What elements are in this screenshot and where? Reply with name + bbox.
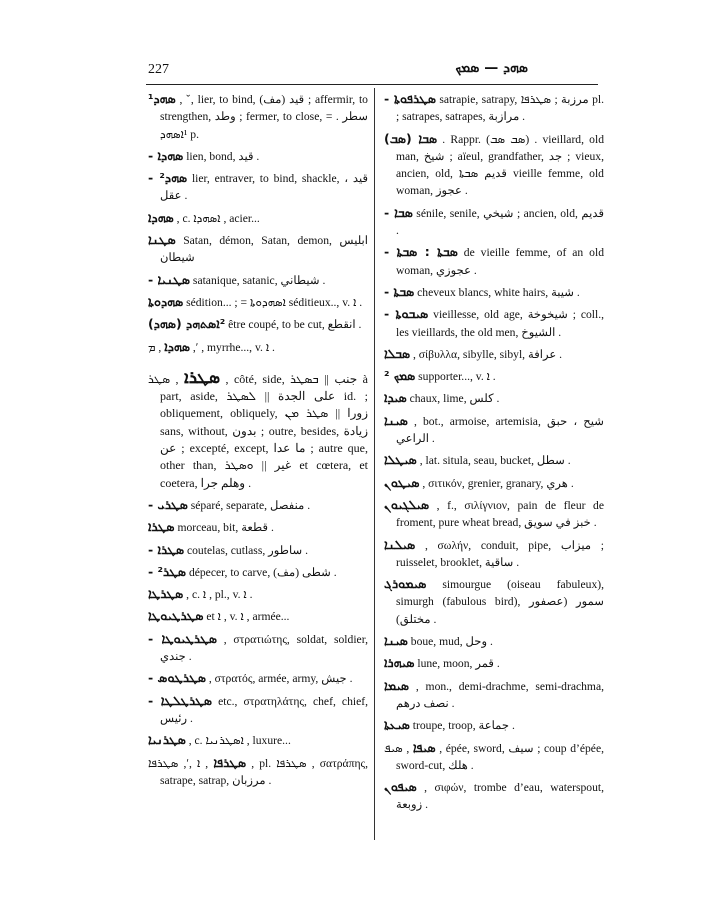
dictionary-entry (384, 204, 604, 240)
dictionary-entry (148, 367, 369, 492)
entry-definition: simourgue (oiseau fabuleux), simurgh (fabulous bird), سمور (عصفور مختلق) . (396, 578, 604, 626)
dictionary-entry (148, 518, 368, 536)
entry-headword: ܣܛܪܛܝܘܛܐ (148, 608, 204, 624)
entry-definition: , ܡ ,ʹ , myrrhe..., v. ܐ . (148, 340, 275, 354)
entry-definition: etc., στρατηλάτης, chef, chief, رئيس . (160, 694, 369, 725)
dictionary-entry (148, 169, 368, 205)
entry-headword: - ܣܒܐ (384, 204, 413, 220)
entry-headword: - ²ܣܛܪ (148, 563, 187, 579)
dictionary-entry (148, 147, 368, 165)
entry-headword: ܣܝܦܘܢ (384, 779, 417, 795)
entry-headword: ܣܝܡܘܪܓ (384, 576, 427, 592)
dictionary-entry (384, 474, 604, 492)
dictionary-entry (148, 338, 368, 356)
dictionary-entry (384, 575, 604, 628)
dictionary-entry (384, 243, 604, 279)
entry-headword: ܣܝܕܐ (384, 390, 407, 406)
entry-headword: - ܣܛܪܝ (148, 496, 188, 512)
entry-definition: , ˇ, lier, to bind, قيد (مف) ; affermir, to strengthen, وطد ; fermer, to close, سطر . = ¹ܐܣܗܕ p. (160, 93, 369, 141)
entry-definition: , σιφών, trombe d’eau, waterspout, زوبعة . (396, 781, 604, 812)
entry-headword: ܣܛܪܢܝܐ (148, 732, 186, 748)
dictionary-entry (384, 283, 604, 301)
dictionary-entry (384, 739, 604, 775)
dictionary-entry (148, 231, 368, 267)
entry-headword: (ܣܒ) ܣܒܐ (384, 130, 438, 146)
entry-headword: ܣܝܠܢܐ (384, 536, 416, 552)
dictionary-entry (384, 632, 604, 650)
entry-headword: - ܣܗܕܐ (148, 147, 184, 163)
entry-headword: ܣܛܪܛܐ (148, 586, 184, 602)
dictionary-entry (148, 563, 368, 581)
entry-headword: - ܣܛܢܝܐ (148, 271, 191, 287)
entry-headword: ܣܝܛܘܢ (384, 474, 420, 490)
entry-headword: ܣܛܪܦܐ (213, 754, 247, 770)
entry-headword: ܣܝܥܬܐ (384, 717, 410, 733)
entry-headword: ܣܝܦܐ (412, 739, 436, 755)
right-column (384, 90, 604, 818)
entry-definition: coutelas, cutlass, ساطور . (184, 543, 308, 557)
entry-definition: . Rappr. (ܣܒ ܣܒ) . vieillard, old man, شيخ ; aïeul, grandfather, جد ; vieux, ancien, old, قديم ܣܒܬܐ vieille femme, old woman, عجوز . (396, 132, 604, 198)
entry-definition: être coupé, to be cut, انقطع . (225, 318, 362, 332)
dictionary-entry (148, 541, 368, 559)
dictionary-entry (384, 345, 604, 363)
entry-definition: sédition... ; = ܐܣܗܕܘܬܐ séditieux.., v. ܐ . (183, 295, 363, 309)
dictionary-entry (384, 716, 604, 734)
entry-definition: , mon., demi-drachme, semi-drachma, نصف درهم . (396, 679, 604, 710)
entry-headword: ܣܝܗܪܐ (384, 655, 415, 671)
entry-headword: ܣܛܢܐ (148, 232, 176, 248)
dictionary-entry (384, 367, 604, 385)
entry-definition: de vieille femme, of an old woman, عجوزي . (396, 246, 604, 277)
column-divider (374, 88, 375, 840)
dictionary-entry (384, 536, 604, 572)
entry-definition: , σιτικόν, grenier, granary, هري . (419, 476, 574, 490)
running-head: ܣܗܕ — ܣܡܟ (455, 60, 528, 76)
entry-definition: lien, bond, قيد . (183, 149, 260, 163)
entry-headword: ܣܛܪܐ (183, 367, 221, 388)
entry-headword: - ²ܣܗܕ (148, 170, 188, 186)
dictionary-entry (148, 731, 368, 749)
entry-definition: séparé, separate, منفصل . (187, 498, 311, 512)
entry-headword: ܣܛܪܐ (148, 519, 175, 535)
entry-definition: , στρατιώτης, soldat, soldier, جندي . (160, 632, 368, 664)
entry-headword: ܣܝܢܐ (384, 412, 408, 428)
dictionary-entry (384, 451, 604, 469)
dictionary-entry (148, 754, 368, 790)
entry-definition: , ܣܛܪ , côté, side, جنب || ܒܣܛܪ à part, aside, على الجدة || ܠܣܛܪ id. ; obliquement, obliquely, زورا || ܣܛܪ ܡܢ sans, without, بدون ; outre, besides, زيادة عن ; excepté, except, ما عدا ; autre que, other than, غير || ܘܣܛܪ et cœtera, et coetera, وهلم جرا . (148, 371, 369, 490)
entry-definition: , στρατός, armée, army, جيش . (205, 672, 353, 686)
entry-headword: ܣܝܛܠܐ (384, 452, 417, 468)
dictionary-entry (148, 315, 368, 333)
dictionary-entry (148, 630, 368, 666)
entry-definition: Satan, démon, Satan, demon, ابليس شيطان (160, 234, 368, 265)
dictionary-entry (148, 669, 368, 687)
dictionary-entry (148, 293, 368, 311)
entry-definition: chaux, lime, كلس . (406, 392, 500, 406)
entry-headword: - ܣܝܒܘܬܐ (384, 306, 429, 322)
entry-headword: (ܣܗܕ) ²ܐܣܬܗܕ (148, 316, 226, 332)
entry-definition: , σωλήν, conduit, pipe, ميزاب ; ruisselet, brooklet, ساقية . (396, 538, 605, 569)
entry-headword: - ܣܛܪܛܝܘܛܐ (148, 630, 217, 646)
dictionary-entry (384, 654, 604, 672)
header-rule (146, 84, 598, 85)
entry-headword: ܣܝܢܐ (384, 633, 408, 649)
entry-headword: - ܣܛܪܛܘܣ (148, 670, 206, 686)
entry-definition: satanique, satanic, شيطاني . (190, 273, 326, 287)
dictionary-entry (384, 389, 604, 407)
left-column (148, 90, 368, 793)
entry-definition: cheveux blancs, white hairs, شيبة . (414, 285, 580, 299)
entry-definition: lune, moon, قمر . (414, 657, 500, 671)
page-number: 227 (148, 62, 169, 77)
dictionary-entry (384, 496, 604, 532)
entry-headword: ܣܝܡܐ (384, 677, 410, 693)
dictionary-entry (384, 412, 604, 448)
dictionary-entry (384, 305, 604, 341)
entry-headword: ܣܡܟ ² (384, 368, 416, 384)
dictionary-entry (148, 209, 368, 227)
entry-headword: ܣܗܕܐ (148, 209, 174, 225)
entry-headword: ܣܗܕܐ (164, 338, 190, 354)
entry-headword: - ܣܛܪܛܠܛܐ (148, 692, 212, 708)
entry-definition: , f., σιλίγνιον, pain de fleur de froment, pure wheat bread, خبز في سويق . (396, 498, 604, 530)
entry-headword: - ܣܒܬܐ : ܣܒܬܐ (384, 244, 458, 260)
dictionary-entry (384, 130, 604, 200)
entry-headword: ܣܝܠܓܝܘܢ (384, 496, 430, 512)
dictionary-entry (148, 607, 368, 625)
entry-definition: , bot., armoise, artemisia, شيح ، حبق الراعي . (396, 414, 604, 446)
entry-headword: ¹ܣܗܕ (148, 91, 176, 106)
dictionary-entry (148, 585, 368, 603)
entry-definition: vieillesse, old age, شيخوخة ; coll., les vieillards, the old men, الشيوخ . (396, 308, 605, 339)
entry-headword: - ܣܛܪܦܘܬܐ (384, 91, 436, 106)
entry-definition: , lat. situla, seau, bucket, سطل . (416, 454, 571, 468)
entry-definition: morceau, bit, قطعة . (174, 521, 274, 535)
dictionary-entry (148, 692, 368, 728)
entry-definition: , ܣܝܦ , épée, sword, سيف ; coup d’épée, sword-cut, هلك . (384, 741, 604, 772)
entry-definition: sénile, senile, شيخي ; ancien, old, قديم . (396, 206, 604, 238)
entry-definition: supporter..., v. ܐ . (415, 370, 496, 384)
dictionary-entry (384, 677, 604, 713)
entry-definition: , ܐ ,ʹ, ܣܛܪܦܐ , pl. ܣܛܪܦܐ , σατράπης, satrape, satrap, مرزبان . (148, 756, 369, 787)
entry-headword: ܣܗܕܘܬܐ (148, 293, 184, 309)
entry-headword: ܣܒܠܐ (384, 345, 411, 361)
dictionary-entry (384, 778, 604, 814)
entry-definition: , c. ܐܣܛܪܢܝܐ , luxure... (185, 734, 291, 748)
entry-definition: , σίβυλλα, sibylle, sibyl, عرافة . (410, 347, 563, 361)
entry-headword: - ܣܛܪܐ (148, 541, 185, 557)
entry-definition: troupe, troop, جماعة . (409, 719, 515, 733)
entry-definition: lier, entraver, to bind, shackle, قيد ، عقل . (160, 172, 368, 203)
dictionary-entry (148, 271, 368, 289)
entry-definition: boue, mud, وحل . (407, 635, 493, 649)
dictionary-entry (148, 90, 368, 143)
entry-definition: et ܐ , v. ܐ , armée... (203, 610, 290, 624)
entry-definition: , c. ܐ , pl., v. ܐ . (183, 588, 253, 602)
entry-definition: , c. ܐܣܗܕܐ , acier... (173, 211, 260, 225)
entry-definition: dépecer, to carve, شطى (مف) . (186, 565, 337, 579)
entry-headword: - ܣܒܬܐ (384, 283, 415, 299)
dictionary-entry (148, 496, 368, 514)
entry-definition: satrapie, satrapy, مرزبة ; ܣܛܪܦܐ pl. ; satrapes, satrapes, مرازبة . (396, 93, 604, 124)
dictionary-entry (384, 90, 604, 126)
